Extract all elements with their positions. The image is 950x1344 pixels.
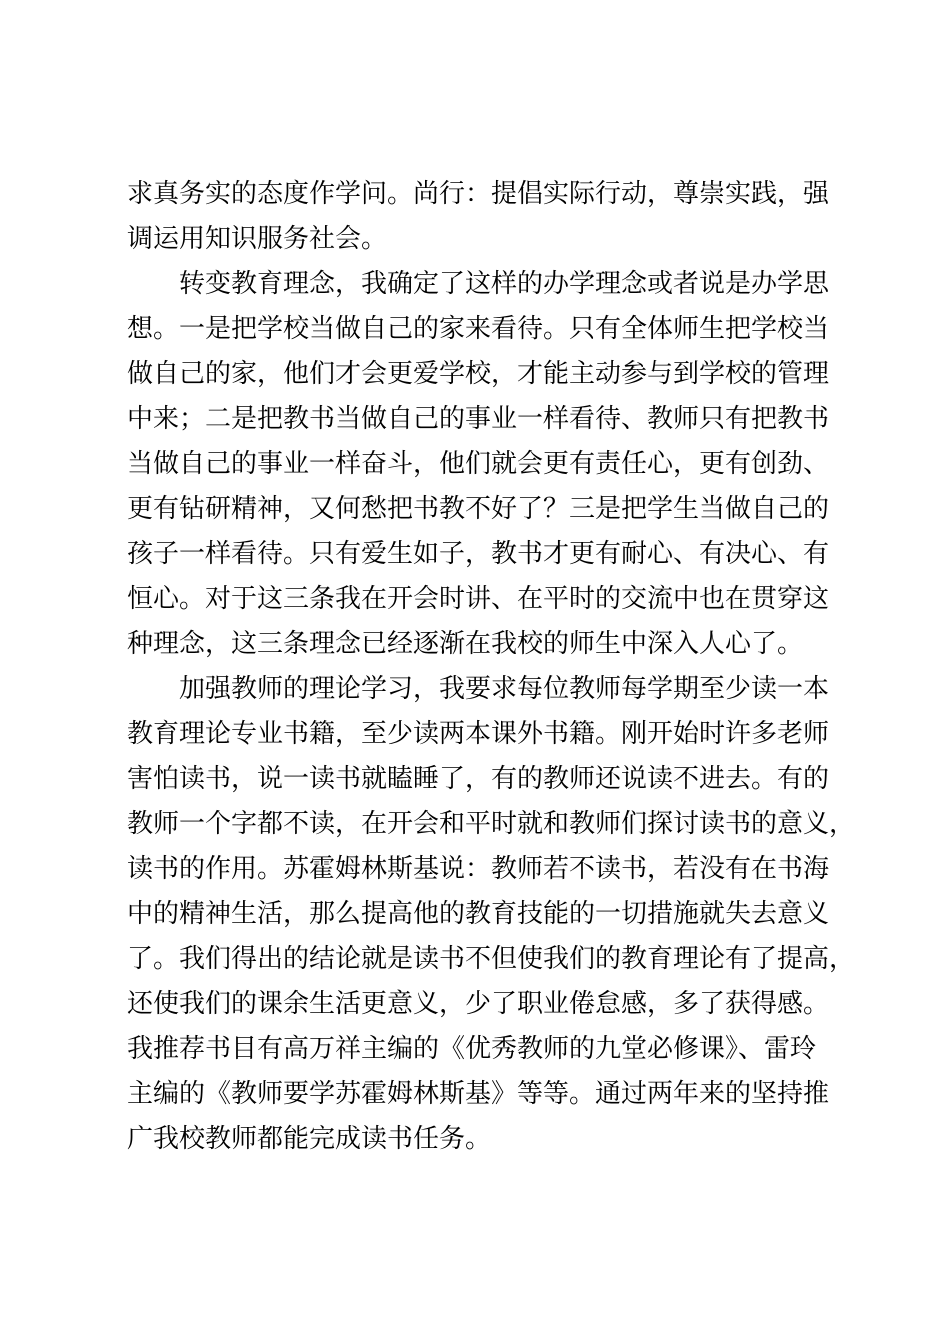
text-line: 做自己的家，他们才会更爱学校，才能主动参与到学校的管理 xyxy=(127,359,830,389)
text-line: 教育理论专业书籍，至少读两本课外书籍。刚开始时许多老师 xyxy=(127,719,830,749)
text-line: 转变教育理念，我确定了这样的办学理念或者说是办学思 xyxy=(127,269,830,299)
text-line: 害怕读书，说一读书就瞌睡了，有的教师还说读不进去。有的 xyxy=(127,764,830,794)
text-line: 求真务实的态度作学问。尚行：提倡实际行动，尊崇实践，强 xyxy=(127,179,830,209)
text-line: 更有钻研精神，又何愁把书教不好了？三是把学生当做自己的 xyxy=(127,494,830,524)
text-line: 调运用知识服务社会。 xyxy=(127,224,388,254)
text-line: 中来；二是把教书当做自己的事业一样看待、教师只有把教书 xyxy=(127,404,830,434)
text-line: 主编的《教师要学苏霍姆林斯基》等等。通过两年来的坚持推 xyxy=(127,1079,830,1109)
text-line: 孩子一样看待。只有爱生如子，教书才更有耐心、有决心、有 xyxy=(127,539,830,569)
text-line: 当做自己的事业一样奋斗，他们就会更有责任心，更有创劲、 xyxy=(127,449,830,479)
text-line: 恒心。对于这三条我在开会时讲、在平时的交流中也在贯穿这 xyxy=(127,584,830,614)
text-line: 加强教师的理论学习，我要求每位教师每学期至少读一本 xyxy=(127,674,830,704)
text-line: 我推荐书目有高万祥主编的《优秀教师的九堂必修课》、雷玲 xyxy=(127,1034,817,1064)
text-line: 中的精神生活，那么提高他的教育技能的一切措施就失去意义 xyxy=(127,899,830,929)
text-line: 读书的作用。苏霍姆林斯基说：教师若不读书，若没有在书海 xyxy=(127,854,830,884)
text-line: 教师一个字都不读，在开会和平时就和教师们探讨读书的意义， xyxy=(127,809,856,839)
text-line: 还使我们的课余生活更意义，少了职业倦怠感，多了获得感。 xyxy=(127,989,830,1019)
text-line: 了。我们得出的结论就是读书不但使我们的教育理论有了提高， xyxy=(127,944,856,974)
text-line: 广我校教师都能完成读书任务。 xyxy=(127,1124,492,1154)
body-text xyxy=(127,172,856,1162)
text-line: 想。一是把学校当做自己的家来看待。只有全体师生把学校当 xyxy=(127,314,830,344)
text-line: 种理念，这三条理念已经逐渐在我校的师生中深入人心了。 xyxy=(127,629,804,659)
